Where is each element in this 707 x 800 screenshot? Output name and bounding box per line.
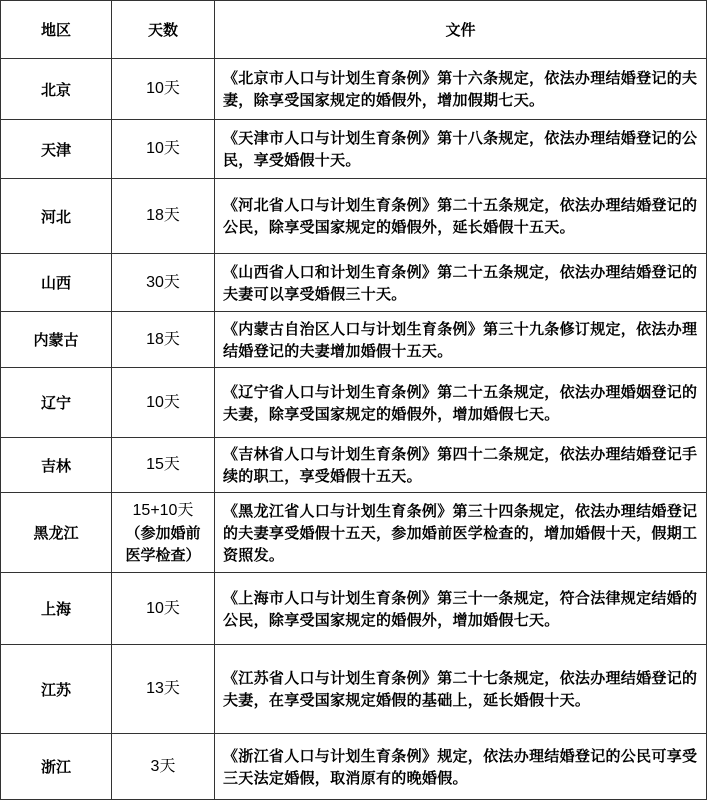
days-cell bbox=[112, 368, 215, 438]
region-cell: 吉林 bbox=[1, 438, 112, 493]
document-cell: 《辽宁省人口与计划生育条例》第二十五条规定，依法办理婚姻登记的夫妻，除享受国家规定的婚假外，增加婚假七天。 bbox=[215, 368, 707, 438]
table-row bbox=[1, 368, 707, 438]
region-cell: 黑龙江 bbox=[1, 493, 112, 573]
days-cell bbox=[112, 493, 215, 573]
table-row bbox=[1, 312, 707, 368]
header-region: 地区 bbox=[1, 1, 112, 59]
region-cell: 北京 bbox=[1, 59, 112, 120]
days-text: 18天 bbox=[146, 330, 180, 348]
table-row bbox=[1, 120, 707, 179]
document-cell: 《山西省人口和计划生育条例》第二十五条规定，依法办理结婚登记的夫妻可以享受婚假三十天。 bbox=[215, 254, 707, 312]
table-row bbox=[1, 179, 707, 254]
table-row bbox=[1, 438, 707, 493]
header-document: 文件 bbox=[215, 1, 707, 59]
document-cell: 《江苏省人口与计划生育条例》第二十七条规定，依法办理结婚登记的夫妻，在享受国家规定婚假的基础上，延长婚假十天。 bbox=[215, 645, 707, 734]
days-text: 15天 bbox=[146, 456, 180, 473]
days-text: 3天 bbox=[150, 757, 176, 775]
days-cell bbox=[112, 573, 215, 645]
document-cell: 《吉林省人口与计划生育条例》第四十二条规定，依法办理结婚登记手续的职工，享受婚假十五天。 bbox=[215, 438, 707, 493]
region-cell: 河北 bbox=[1, 179, 112, 254]
table-row bbox=[1, 645, 707, 734]
days-cell bbox=[112, 179, 215, 254]
region-cell: 上海 bbox=[1, 573, 112, 645]
days-text: 10天 bbox=[146, 393, 180, 411]
table-row bbox=[1, 254, 707, 312]
days-cell bbox=[112, 59, 215, 120]
region-cell: 内蒙古 bbox=[1, 312, 112, 368]
region-cell: 山西 bbox=[1, 254, 112, 312]
days-text: 18天 bbox=[146, 207, 180, 224]
region-cell: 辽宁 bbox=[1, 368, 112, 438]
document-cell: 《河北省人口与计划生育条例》第二十五条规定，依法办理结婚登记的公民，除享受国家规定的婚假外，延长婚假十五天。 bbox=[215, 179, 707, 254]
days-text: （参加婚前 bbox=[125, 523, 201, 542]
header-row bbox=[1, 1, 707, 59]
days-cell bbox=[112, 645, 215, 734]
days-text: 医学检查） bbox=[125, 545, 201, 564]
document-cell: 《内蒙古自治区人口与计划生育条例》第三十九条修订规定，依法办理结婚登记的夫妻增加婚假十五天。 bbox=[215, 312, 707, 368]
table-row bbox=[1, 573, 707, 645]
table-row bbox=[1, 734, 707, 800]
days-cell bbox=[112, 254, 215, 312]
document-cell: 《上海市人口与计划生育条例》第三十一条规定，符合法律规定结婚的公民，除享受国家规定的婚假外，增加婚假七天。 bbox=[215, 573, 707, 645]
table-row bbox=[1, 493, 707, 573]
table-row bbox=[1, 59, 707, 120]
days-text: 30天 bbox=[146, 273, 180, 291]
region-cell: 江苏 bbox=[1, 645, 112, 734]
days-text: 13天 bbox=[146, 680, 180, 697]
days-cell bbox=[112, 120, 215, 179]
region-cell: 天津 bbox=[1, 120, 112, 179]
days-text: 10天 bbox=[146, 599, 180, 617]
days-cell bbox=[112, 438, 215, 493]
days-cell bbox=[112, 312, 215, 368]
days-text: 10天 bbox=[146, 140, 180, 157]
document-cell: 《北京市人口与计划生育条例》第十六条规定，依法办理结婚登记的夫妻，除享受国家规定的婚假外，增加假期七天。 bbox=[215, 59, 707, 120]
document-cell: 《浙江省人口与计划生育条例》规定，依法办理结婚登记的公民可享受三天法定婚假，取消原有的晚婚假。 bbox=[215, 734, 707, 800]
document-cell: 《黑龙江省人口与计划生育条例》第三十四条规定，依法办理结婚登记的夫妻享受婚假十五天，参加婚前医学检查的，增加婚假十天，假期工资照发。 bbox=[215, 493, 707, 573]
document-cell: 《天津市人口与计划生育条例》第十八条规定，依法办理结婚登记的公民，享受婚假十天。 bbox=[215, 120, 707, 179]
days-text: 15+10天 bbox=[132, 501, 194, 519]
header-days: 天数 bbox=[112, 1, 215, 59]
region-cell: 浙江 bbox=[1, 734, 112, 800]
table-body bbox=[1, 59, 707, 800]
days-cell bbox=[112, 734, 215, 800]
days-text: 10天 bbox=[146, 80, 180, 97]
